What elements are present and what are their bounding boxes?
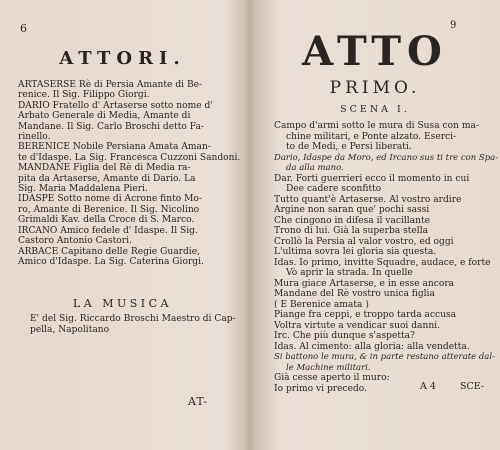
text-line: Campo d'armi sotto le mura di Susa con ma- [274, 121, 479, 131]
text-line: Trono di lui. Già la superba stella [274, 226, 429, 236]
text-line: da alla mano. [286, 163, 344, 173]
act-title: ATTO [302, 28, 448, 75]
text-line: Idas. Al cimento: alla gloria: alla vendetta. [274, 341, 470, 352]
cast-line: Amico d'Idaspe. La Sig. Caterina Giorgi. [18, 256, 204, 267]
text-line: le Machine militari. [286, 362, 371, 373]
text-line: Che cingono in difesa il vacillante [274, 215, 430, 226]
text-line: Io primo vi precedo. [274, 383, 368, 394]
text-line: L'ultima sovra lei gloria sia questa. [274, 247, 437, 257]
text-line: Voltra virtute a vendicar suoi danni. [274, 320, 440, 331]
left-page [0, 0, 245, 450]
catchword: AT- [188, 395, 208, 408]
text-line: Vò aprir la strada. In quelle [286, 268, 413, 278]
scene-heading: SCENA I. [340, 104, 410, 115]
text-line: Mandane del Rè vostro unica figlia [274, 289, 435, 299]
act-subtitle: PRIMO. [329, 78, 421, 98]
text-line: Mura giace Artaserse, e in esse ancora [274, 278, 455, 289]
right-page [250, 0, 500, 450]
cast-line: IDASPE Sotto nome di Acrone finto Mo- [18, 194, 202, 205]
scene-text [274, 121, 499, 394]
music-line: pella, Napolitano [30, 325, 110, 335]
cast-line: BERENICE Nobile Persiana Amata Aman- [18, 142, 211, 153]
cast-heading: ATTORI. [59, 48, 186, 69]
cast-line: pita da Artaserse, Amante di Dario. La [18, 173, 196, 184]
cast-line: Grimaldi Kav. della Croce di S. Marco. [18, 215, 195, 226]
cast-line: MANDANE Figlia del Rè di Media ra- [18, 163, 191, 174]
cast-list [18, 80, 241, 267]
catchword: SCE- [460, 381, 485, 392]
cast-line: Castoro Antonio Castori. [18, 236, 132, 247]
text-line: Crollò la Persia al valor vostro, ed oggi [274, 236, 454, 247]
text-line: Già cesse aperto il muro: [274, 373, 390, 383]
music-credit [30, 314, 236, 336]
cast-line: Mandane. Il Sig. Carlo Broschi detto Fa- [18, 121, 204, 132]
cast-line: ro, Amante di Berenice. Il Sig. Nicolino [18, 204, 200, 215]
music-line: E' del Sig. Riccardo Broschi Maestro di Cap- [30, 314, 236, 324]
signature-mark: A 4 [420, 381, 436, 392]
page-number: 6 [20, 22, 27, 35]
cast-line: DARIO Fratello d' Artaserse sotto nome d' [18, 100, 213, 111]
text-line: Dario, Idaspe da Moro, ed Ircano sus ti tre con Spa- [274, 152, 499, 163]
cast-line: Sig. Maria Maddalena Pieri. [18, 184, 148, 195]
page-number: 9 [450, 20, 457, 31]
cast-line: Arbato Generale di Media, Amante di [18, 111, 191, 122]
cast-line: rinello. [18, 132, 51, 143]
text-line: chine militari, e Ponte alzato. Eserci- [286, 131, 457, 142]
cast-line: ARBACE Capitano delle Regie Guardie, [18, 246, 200, 257]
text-line: Dee cadere sconfitto [286, 184, 382, 194]
cast-line: renice. Il Sig. Filippo Giorgi. [18, 90, 150, 101]
text-line: Tutto quant'è Artaserse. Al vostro ardire [274, 194, 462, 205]
cast-line: IRCANO Amico fedele d' Idaspe. Il Sig. [18, 225, 198, 236]
text-line: ( E Berenice amata ) [274, 299, 369, 310]
music-heading: LA MUSICA [72, 297, 173, 310]
text-line: Irc. Che più dunque s'aspetta? [274, 331, 415, 341]
text-line: Argine non saran que' pochi sassi [274, 205, 430, 215]
text-line: Idas. Io primo, invitte Squadre, audace, e forte [274, 257, 491, 268]
text-line: to de Medi, e Persi liberati. [286, 142, 412, 152]
text-line: Si battono le mura, & in parte restano atterate dal- [274, 352, 495, 362]
cast-line: te d'Idaspe. La Sig. Francesca Cuzzoni Sandoni. [18, 152, 241, 163]
cast-line: ARTASERSE Rè di Persia Amante di Be- [18, 80, 203, 90]
text-line: Piange fra ceppi, e troppo tarda accusa [274, 310, 457, 320]
text-line: Dar. Forti guerrieri ecco il momento in cui [274, 173, 470, 184]
